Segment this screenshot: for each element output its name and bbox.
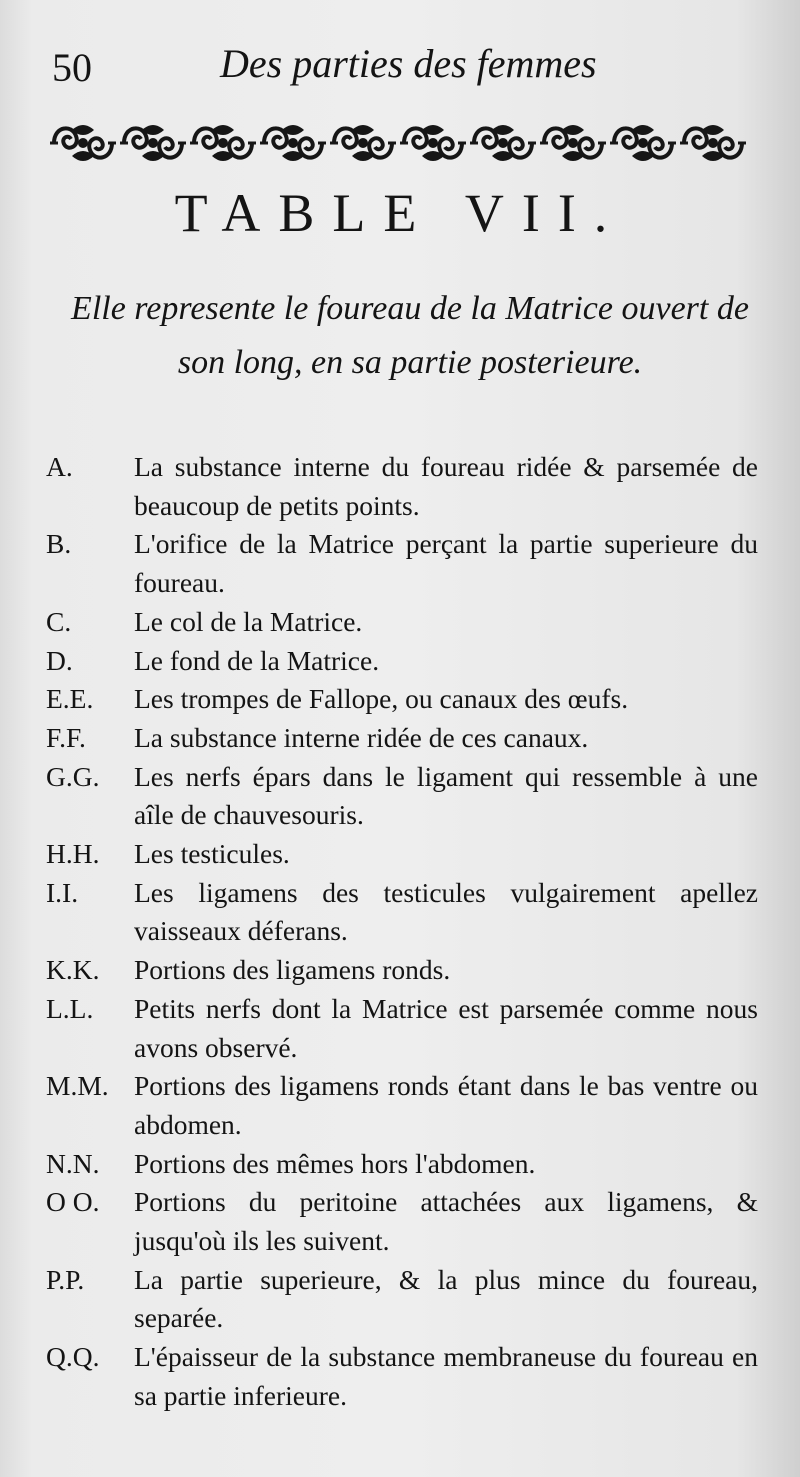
legend-entry [46,719,758,758]
entry-key: H.H. [46,838,100,870]
legend-entry [46,448,758,525]
entry-key: E.E. [46,683,94,715]
entry-text: La substance interne du foureau ridée & parsemée de beaucoup de petits points. [134,451,758,521]
entry-key: C. [46,605,72,637]
legend-entry [46,874,758,951]
legend-entry [46,680,758,719]
entry-text: La substance interne ridée de ces canaux. [134,721,589,753]
entry-text: Portions des ligamens ronds étant dans le bas ventre ou abdomen. [134,1070,758,1140]
entry-key: L.L. [46,992,94,1024]
page-header [50,40,750,100]
entry-key: N.N. [46,1147,100,1179]
entry-key: F.F. [46,721,86,753]
legend-entry [46,1183,758,1260]
entry-key: D. [46,644,73,676]
entry-key: Q.Q. [46,1341,100,1373]
entry-text: Portions des mêmes hors l'abdomen. [134,1147,536,1179]
legend-list [46,448,758,1416]
entry-text: Portions du peritoine attachées aux ligamens, & jusqu'où ils les suivent. [134,1186,758,1257]
legend-entry [46,1261,758,1338]
entry-key: B. [46,528,72,560]
entry-text: Portions des ligamens ronds. [134,954,451,986]
entry-text: Les trompes de Fallope, ou canaux des œufs. [134,683,629,715]
legend-entry [46,642,758,681]
legend-entry [46,835,758,874]
legend-entry [46,951,758,990]
table-title: TABLE VII. [174,183,626,243]
ornament-band [50,118,748,168]
legend-entry [46,990,758,1067]
entry-text: Le fond de la Matrice. [134,644,380,676]
page-number: 50 [52,45,92,90]
legend-entry [46,758,758,835]
entry-key: I.I. [46,876,79,908]
entry-text: Le col de la Matrice. [134,605,363,637]
entry-key: P.P. [46,1263,85,1295]
entry-text: L'épaisseur de la substance membraneuse du foureau en sa partie inferieure. [134,1341,758,1411]
legend-entry [46,1145,758,1184]
entry-key: G.G. [46,760,100,792]
entry-text: Les ligamens des testicules vulgairement apellez vaisseaux déferans. [134,876,758,947]
entry-key: M.M. [46,1070,109,1102]
entry-text: Petits nerfs dont la Matrice est parsemée comme nous avons observé. [134,992,758,1063]
entry-text: Les testicules. [134,838,290,870]
entry-text: L'orifice de la Matrice perçant la partie superieure du foureau. [134,528,758,599]
legend-entry [46,1067,758,1144]
entry-key: A. [46,451,73,482]
entry-key: O O. [46,1186,100,1218]
legend-entry [46,603,758,642]
legend-entry [46,1338,758,1415]
legend-entry [46,525,758,602]
entry-text: Les nerfs épars dans le ligament qui ressemble à une aîle de chauvesouris. [134,760,758,831]
entry-text: La partie superieure, & la plus mince du foureau, separée. [134,1263,758,1334]
running-head: Des parties des femmes [220,41,597,86]
entry-key: K.K. [46,954,100,986]
table-caption: Elle represente le foureau de la Matrice ouvert de son long, en sa partie posterieure. [71,290,749,381]
